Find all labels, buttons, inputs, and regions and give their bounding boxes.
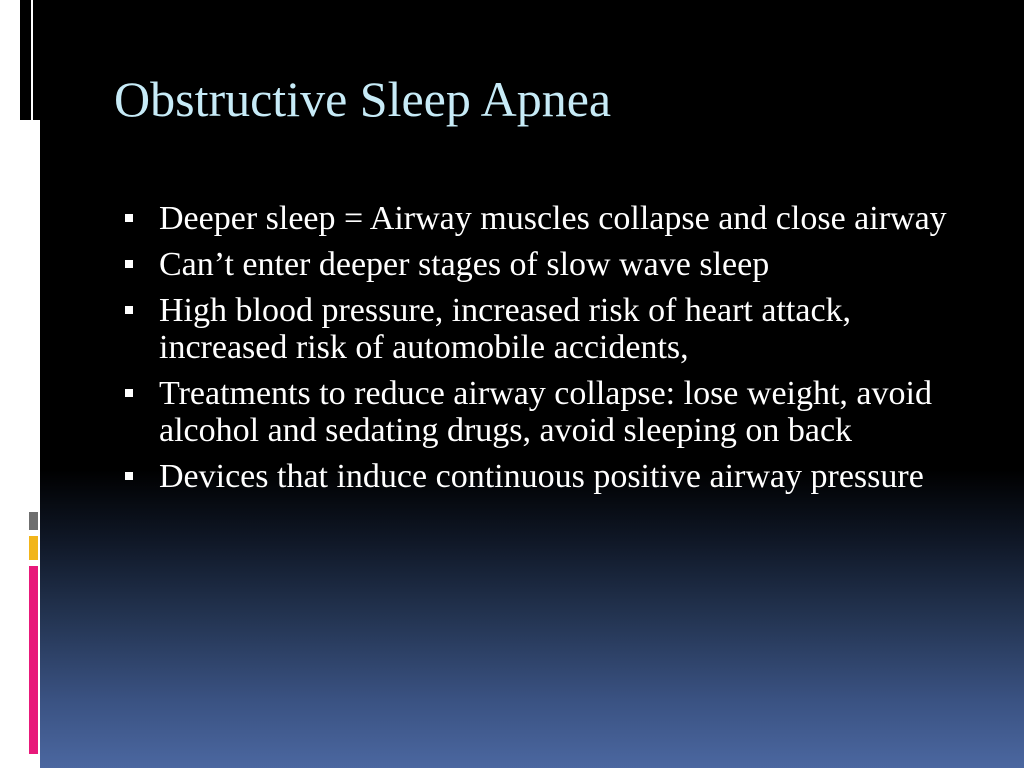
bullet-text: Deeper sleep = Airway muscles collapse and close airway [159, 200, 947, 237]
bullet-list [122, 200, 952, 504]
bullet-text: Treatments to reduce airway collapse: lose weight, avoid alcohol and sedating drugs, avoid sleeping on back [159, 375, 932, 449]
square-bullet-icon [125, 389, 133, 397]
decorative-black-bar [33, 0, 40, 120]
bullet-item [122, 458, 952, 495]
bullet-item [122, 375, 952, 449]
decorative-yellow-bar [29, 536, 38, 560]
bullet-item [122, 292, 952, 366]
bullet-text: Devices that induce continuous positive airway pressure [159, 458, 924, 495]
square-bullet-icon [125, 214, 133, 222]
decorative-grey-bar [29, 512, 38, 530]
bullet-text: High blood pressure, increased risk of heart attack, increased risk of automobile accidents, [159, 292, 852, 366]
square-bullet-icon [125, 306, 133, 314]
decorative-black-bar [20, 0, 31, 120]
decorative-pink-bar [29, 566, 38, 754]
left-decorative-strip [0, 0, 40, 768]
bullet-text: Can’t enter deeper stages of slow wave sleep [159, 246, 770, 283]
bullet-item [122, 246, 952, 283]
bullet-item [122, 200, 952, 237]
square-bullet-icon [125, 472, 133, 480]
square-bullet-icon [125, 260, 133, 268]
slide-title: Obstructive Sleep Apnea [114, 71, 612, 127]
